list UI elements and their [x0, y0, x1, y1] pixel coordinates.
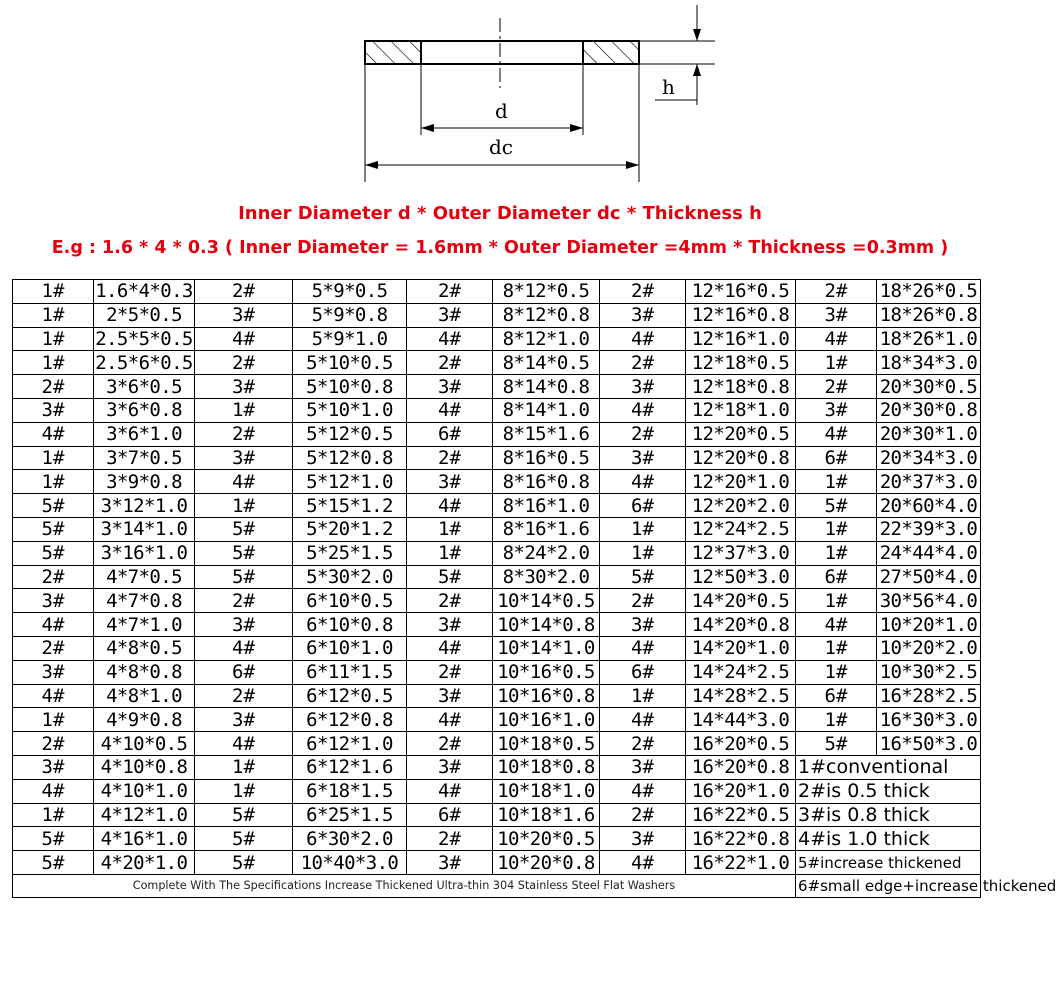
type-code: 4# — [600, 636, 686, 660]
table-row — [13, 589, 981, 613]
type-code: 3# — [600, 755, 686, 779]
size-spec: 6*12*0.5 — [293, 684, 407, 708]
size-spec: 10*18*0.8 — [493, 755, 600, 779]
size-spec: 5*12*0.5 — [293, 422, 407, 446]
size-spec: 8*30*2.0 — [493, 565, 600, 589]
type-code: 1# — [796, 636, 877, 660]
size-spec: 16*22*0.8 — [686, 827, 796, 851]
type-code: 5# — [13, 517, 94, 541]
type-code: 2# — [13, 565, 94, 589]
table-row — [13, 803, 981, 827]
type-code: 4# — [195, 636, 293, 660]
size-spec: 3*6*1.0 — [94, 422, 195, 446]
type-code: 1# — [796, 708, 877, 732]
type-code: 3# — [195, 303, 293, 327]
type-code: 1# — [600, 517, 686, 541]
size-spec: 3*14*1.0 — [94, 517, 195, 541]
size-spec: 14*20*0.5 — [686, 589, 796, 613]
size-spec: 3*6*0.5 — [94, 375, 195, 399]
type-code: 3# — [407, 303, 493, 327]
type-code: 1# — [796, 470, 877, 494]
type-code: 3# — [407, 755, 493, 779]
size-spec: 4*16*1.0 — [94, 827, 195, 851]
size-spec: 8*24*2.0 — [493, 541, 600, 565]
size-spec: 20*30*0.8 — [877, 398, 981, 422]
type-code: 1# — [13, 327, 94, 351]
type-code: 5# — [13, 827, 94, 851]
type-code: 1# — [796, 517, 877, 541]
table-row — [13, 660, 981, 684]
size-spec: 3*12*1.0 — [94, 494, 195, 518]
size-spec: 12*18*0.8 — [686, 375, 796, 399]
type-code: 3# — [796, 303, 877, 327]
size-spec: 6*12*0.8 — [293, 708, 407, 732]
type-code: 1# — [13, 708, 94, 732]
size-spec: 14*20*0.8 — [686, 613, 796, 637]
size-spec: 12*16*0.8 — [686, 303, 796, 327]
size-spec: 10*20*0.5 — [493, 827, 600, 851]
type-code: 2# — [13, 375, 94, 399]
type-code: 5# — [600, 565, 686, 589]
legend-item: 6#small edge+increase thickened — [796, 874, 981, 897]
table-row — [13, 517, 981, 541]
type-code: 4# — [407, 779, 493, 803]
type-code: 3# — [407, 375, 493, 399]
footer-caption: Complete With The Specifications Increase Thickened Ultra-thin 304 Stainless Steel Flat Washers — [13, 874, 796, 897]
size-spec: 20*60*4.0 — [877, 494, 981, 518]
size-spec: 16*20*0.8 — [686, 755, 796, 779]
size-spec: 8*16*1.0 — [493, 494, 600, 518]
table-row — [13, 827, 981, 851]
size-spec: 10*16*0.8 — [493, 684, 600, 708]
type-code: 2# — [600, 803, 686, 827]
type-code: 4# — [195, 470, 293, 494]
outer-diameter-dimension — [365, 64, 639, 182]
size-spec: 4*10*1.0 — [94, 779, 195, 803]
type-code: 3# — [407, 851, 493, 875]
table-row — [13, 351, 981, 375]
size-spec: 4*7*0.5 — [94, 565, 195, 589]
size-spec: 18*26*1.0 — [877, 327, 981, 351]
size-spec: 12*20*0.8 — [686, 446, 796, 470]
legend-item: 4#is 1.0 thick — [796, 827, 981, 851]
type-code: 3# — [600, 303, 686, 327]
size-spec: 8*16*0.8 — [493, 470, 600, 494]
type-code: 2# — [600, 422, 686, 446]
type-code: 1# — [796, 589, 877, 613]
size-spec: 4*7*1.0 — [94, 613, 195, 637]
table-row — [13, 375, 981, 399]
legend-item: 2#is 0.5 thick — [796, 779, 981, 803]
type-code: 1# — [407, 517, 493, 541]
type-code: 5# — [195, 565, 293, 589]
type-code: 2# — [407, 446, 493, 470]
size-spec: 1.6*4*0.3 — [95, 280, 193, 303]
type-code: 3# — [407, 684, 493, 708]
type-code: 3# — [195, 708, 293, 732]
type-code: 1# — [796, 351, 877, 375]
size-spec: 5*9*1.0 — [293, 327, 407, 351]
size-spec: 18*34*3.0 — [877, 351, 981, 375]
size-spec: 18*26*0.8 — [877, 303, 981, 327]
table-row — [13, 779, 981, 803]
type-code: 6# — [796, 684, 877, 708]
table-row — [13, 470, 981, 494]
washer-spec-table — [12, 279, 1056, 898]
type-code: 2# — [195, 422, 293, 446]
size-spec: 3*16*1.0 — [94, 541, 195, 565]
size-spec: 10*14*0.8 — [493, 613, 600, 637]
size-spec: 5*9*0.5 — [293, 280, 407, 304]
type-code: 4# — [407, 708, 493, 732]
size-spec: 10*14*0.5 — [493, 589, 600, 613]
type-code: 2# — [195, 684, 293, 708]
size-spec: 16*50*3.0 — [877, 732, 981, 756]
size-spec: 4*8*0.8 — [94, 660, 195, 684]
size-spec: 2.5*5*0.5 — [95, 327, 193, 350]
size-spec: 6*30*2.0 — [293, 827, 407, 851]
type-code: 5# — [796, 732, 877, 756]
label-d: d — [495, 99, 508, 123]
table-row — [13, 732, 981, 756]
size-spec: 8*12*0.5 — [493, 280, 600, 304]
type-code: 6# — [600, 660, 686, 684]
size-spec: 6*12*1.0 — [293, 732, 407, 756]
size-spec: 6*11*1.5 — [293, 660, 407, 684]
washer-dimension-diagram — [0, 0, 1000, 200]
type-code: 5# — [13, 851, 94, 875]
size-spec: 10*16*0.5 — [493, 660, 600, 684]
type-code: 4# — [195, 732, 293, 756]
size-spec: 30*56*4.0 — [877, 589, 981, 613]
size-spec: 5*20*1.2 — [293, 517, 407, 541]
table-row — [13, 494, 981, 518]
size-spec: 12*20*1.0 — [686, 470, 796, 494]
size-spec: 3*9*0.8 — [94, 470, 195, 494]
type-code: 2# — [407, 351, 493, 375]
table-row — [13, 755, 981, 779]
size-spec: 5*15*1.2 — [293, 494, 407, 518]
label-dc: dc — [489, 135, 514, 159]
type-code: 1# — [195, 755, 293, 779]
size-spec: 3*6*0.8 — [94, 398, 195, 422]
type-code: 3# — [600, 827, 686, 851]
type-code: 3# — [195, 375, 293, 399]
table-row — [13, 327, 981, 351]
type-code: 2# — [195, 351, 293, 375]
size-spec: 8*16*1.6 — [493, 517, 600, 541]
type-code: 4# — [600, 779, 686, 803]
type-code: 3# — [13, 398, 94, 422]
size-spec: 5*12*0.8 — [293, 446, 407, 470]
type-code: 2# — [195, 280, 293, 304]
type-code: 6# — [796, 446, 877, 470]
type-code: 2# — [407, 280, 493, 304]
type-code: 2# — [407, 827, 493, 851]
type-code: 1# — [195, 398, 293, 422]
type-code: 2# — [407, 660, 493, 684]
size-spec: 20*30*0.5 — [877, 375, 981, 399]
size-spec: 10*18*0.5 — [493, 732, 600, 756]
size-spec: 2*5*0.5 — [94, 303, 195, 327]
type-code: 3# — [13, 660, 94, 684]
size-spec: 4*8*1.0 — [94, 684, 195, 708]
size-spec: 12*18*0.5 — [686, 351, 796, 375]
size-spec: 16*20*0.5 — [686, 732, 796, 756]
size-spec: 12*16*1.0 — [686, 327, 796, 351]
size-spec: 8*15*1.6 — [493, 422, 600, 446]
table-row — [13, 422, 981, 446]
size-spec: 12*16*0.5 — [686, 280, 796, 304]
size-spec: 4*20*1.0 — [94, 851, 195, 875]
type-code: 4# — [600, 398, 686, 422]
type-code: 6# — [600, 494, 686, 518]
type-code: 4# — [195, 327, 293, 351]
table-row — [13, 303, 981, 327]
type-code: 2# — [600, 351, 686, 375]
size-spec: 8*14*0.5 — [493, 351, 600, 375]
type-code: 3# — [600, 613, 686, 637]
type-code: 4# — [600, 708, 686, 732]
washer-cross-section — [365, 18, 639, 88]
size-spec: 5*10*0.8 — [293, 375, 407, 399]
type-code: 3# — [407, 613, 493, 637]
size-spec: 6*10*0.8 — [293, 613, 407, 637]
size-spec: 12*20*0.5 — [686, 422, 796, 446]
size-spec: 10*20*1.0 — [877, 613, 981, 637]
format-note: Inner Diameter d * Outer Diameter dc * Thickness h — [238, 203, 762, 224]
size-spec: 12*18*1.0 — [686, 398, 796, 422]
size-spec: 20*34*3.0 — [877, 446, 981, 470]
type-code: 1# — [13, 470, 94, 494]
footer-row — [13, 874, 981, 897]
type-code: 5# — [195, 541, 293, 565]
size-spec: 20*30*1.0 — [877, 422, 981, 446]
size-spec: 14*44*3.0 — [686, 708, 796, 732]
size-spec: 24*44*4.0 — [877, 541, 981, 565]
type-code: 4# — [407, 636, 493, 660]
size-spec: 5*9*0.8 — [293, 303, 407, 327]
table-row — [13, 708, 981, 732]
type-code: 5# — [195, 827, 293, 851]
size-spec: 8*14*0.8 — [493, 375, 600, 399]
type-code: 5# — [796, 494, 877, 518]
table-row — [13, 851, 981, 875]
table-row — [13, 280, 981, 304]
type-code: 2# — [796, 280, 877, 304]
size-spec: 14*28*2.5 — [686, 684, 796, 708]
size-spec: 4*12*1.0 — [94, 803, 195, 827]
type-code: 4# — [407, 398, 493, 422]
type-code: 5# — [13, 541, 94, 565]
size-spec: 5*10*0.5 — [293, 351, 407, 375]
type-code: 4# — [796, 613, 877, 637]
type-code: 3# — [13, 589, 94, 613]
type-code: 4# — [13, 779, 94, 803]
type-code: 1# — [796, 660, 877, 684]
type-code: 3# — [407, 470, 493, 494]
type-code: 5# — [407, 565, 493, 589]
size-spec: 5*12*1.0 — [293, 470, 407, 494]
type-code: 3# — [13, 755, 94, 779]
type-code: 4# — [796, 327, 877, 351]
legend-item: 1#conventional — [796, 755, 981, 779]
type-code: 1# — [407, 541, 493, 565]
size-spec: 27*50*4.0 — [877, 565, 981, 589]
type-code: 4# — [600, 851, 686, 875]
size-spec: 12*20*2.0 — [686, 494, 796, 518]
type-code: 3# — [600, 446, 686, 470]
table-row — [13, 684, 981, 708]
table-row — [13, 613, 981, 637]
type-code: 1# — [195, 779, 293, 803]
type-code: 4# — [13, 613, 94, 637]
type-code: 2# — [407, 589, 493, 613]
size-spec: 14*20*1.0 — [686, 636, 796, 660]
size-spec: 12*24*2.5 — [686, 517, 796, 541]
type-code: 1# — [13, 280, 94, 304]
type-code: 4# — [796, 422, 877, 446]
type-code: 4# — [600, 327, 686, 351]
size-spec: 6*10*1.0 — [293, 636, 407, 660]
type-code: 1# — [796, 541, 877, 565]
size-spec: 6*25*1.5 — [293, 803, 407, 827]
type-code: 2# — [600, 589, 686, 613]
type-code: 6# — [407, 422, 493, 446]
table-row — [13, 565, 981, 589]
type-code: 1# — [13, 446, 94, 470]
type-code: 3# — [796, 398, 877, 422]
type-code: 1# — [600, 684, 686, 708]
type-code: 2# — [600, 732, 686, 756]
size-spec: 10*20*2.0 — [877, 636, 981, 660]
size-spec: 4*7*0.8 — [94, 589, 195, 613]
size-spec: 6*12*1.6 — [293, 755, 407, 779]
legend-item: 3#is 0.8 thick — [796, 803, 981, 827]
type-code: 6# — [796, 565, 877, 589]
size-spec: 2.5*6*0.5 — [95, 351, 193, 374]
type-code: 4# — [407, 494, 493, 518]
type-code: 2# — [796, 375, 877, 399]
type-code: 1# — [195, 494, 293, 518]
size-spec: 6*18*1.5 — [293, 779, 407, 803]
size-spec: 16*28*2.5 — [877, 684, 981, 708]
size-spec: 10*18*1.0 — [493, 779, 600, 803]
size-spec: 8*16*0.5 — [493, 446, 600, 470]
size-spec: 10*14*1.0 — [493, 636, 600, 660]
size-spec: 20*37*3.0 — [877, 470, 981, 494]
size-spec: 10*16*1.0 — [493, 708, 600, 732]
size-spec: 16*22*0.5 — [686, 803, 796, 827]
type-code: 2# — [13, 732, 94, 756]
table-row — [13, 398, 981, 422]
size-spec: 8*14*1.0 — [493, 398, 600, 422]
size-spec: 16*30*3.0 — [877, 708, 981, 732]
type-code: 2# — [407, 732, 493, 756]
size-spec: 4*10*0.5 — [94, 732, 195, 756]
table-row — [13, 541, 981, 565]
size-spec: 5*25*1.5 — [293, 541, 407, 565]
size-spec: 14*24*2.5 — [686, 660, 796, 684]
type-code: 6# — [195, 660, 293, 684]
size-spec: 12*50*3.0 — [686, 565, 796, 589]
size-spec: 6*10*0.5 — [293, 589, 407, 613]
inner-diameter-dimension — [421, 64, 583, 135]
size-spec: 16*20*1.0 — [686, 779, 796, 803]
type-code: 1# — [13, 303, 94, 327]
thickness-dimension — [639, 5, 715, 105]
size-spec: 12*37*3.0 — [686, 541, 796, 565]
size-spec: 10*40*3.0 — [293, 851, 407, 875]
size-spec: 4*8*0.5 — [94, 636, 195, 660]
type-code: 1# — [13, 803, 94, 827]
type-code: 2# — [13, 636, 94, 660]
size-spec: 18*26*0.5 — [877, 280, 981, 304]
type-code: 5# — [195, 851, 293, 875]
type-code: 1# — [600, 541, 686, 565]
label-h: h — [662, 75, 675, 99]
type-code: 3# — [600, 375, 686, 399]
type-code: 3# — [195, 613, 293, 637]
type-code: 3# — [195, 446, 293, 470]
type-code: 2# — [600, 280, 686, 304]
size-spec: 10*20*0.8 — [493, 851, 600, 875]
type-code: 6# — [407, 803, 493, 827]
size-spec: 22*39*3.0 — [877, 517, 981, 541]
size-spec: 10*18*1.6 — [493, 803, 600, 827]
size-spec: 16*22*1.0 — [686, 851, 796, 875]
type-code: 5# — [195, 803, 293, 827]
table-row — [13, 446, 981, 470]
size-spec: 10*30*2.5 — [877, 660, 981, 684]
size-spec: 3*7*0.5 — [94, 446, 195, 470]
type-code: 5# — [195, 517, 293, 541]
type-code: 4# — [407, 327, 493, 351]
size-spec: 5*30*2.0 — [293, 565, 407, 589]
size-spec: 4*10*0.8 — [94, 755, 195, 779]
example-note: E.g : 1.6 * 4 * 0.3 ( Inner Diameter = 1.6mm * Outer Diameter =4mm * Thickness =0.3mm ) — [51, 238, 949, 258]
table-row — [13, 636, 981, 660]
type-code: 2# — [195, 589, 293, 613]
size-spec: 8*12*0.8 — [493, 303, 600, 327]
type-code: 5# — [13, 494, 94, 518]
type-code: 4# — [13, 422, 94, 446]
size-spec: 4*9*0.8 — [94, 708, 195, 732]
type-code: 4# — [600, 470, 686, 494]
type-code: 4# — [13, 684, 94, 708]
type-code: 1# — [13, 351, 94, 375]
size-spec: 8*12*1.0 — [493, 327, 600, 351]
size-spec: 5*10*1.0 — [293, 398, 407, 422]
legend-item: 5#increase thickened — [796, 851, 981, 875]
